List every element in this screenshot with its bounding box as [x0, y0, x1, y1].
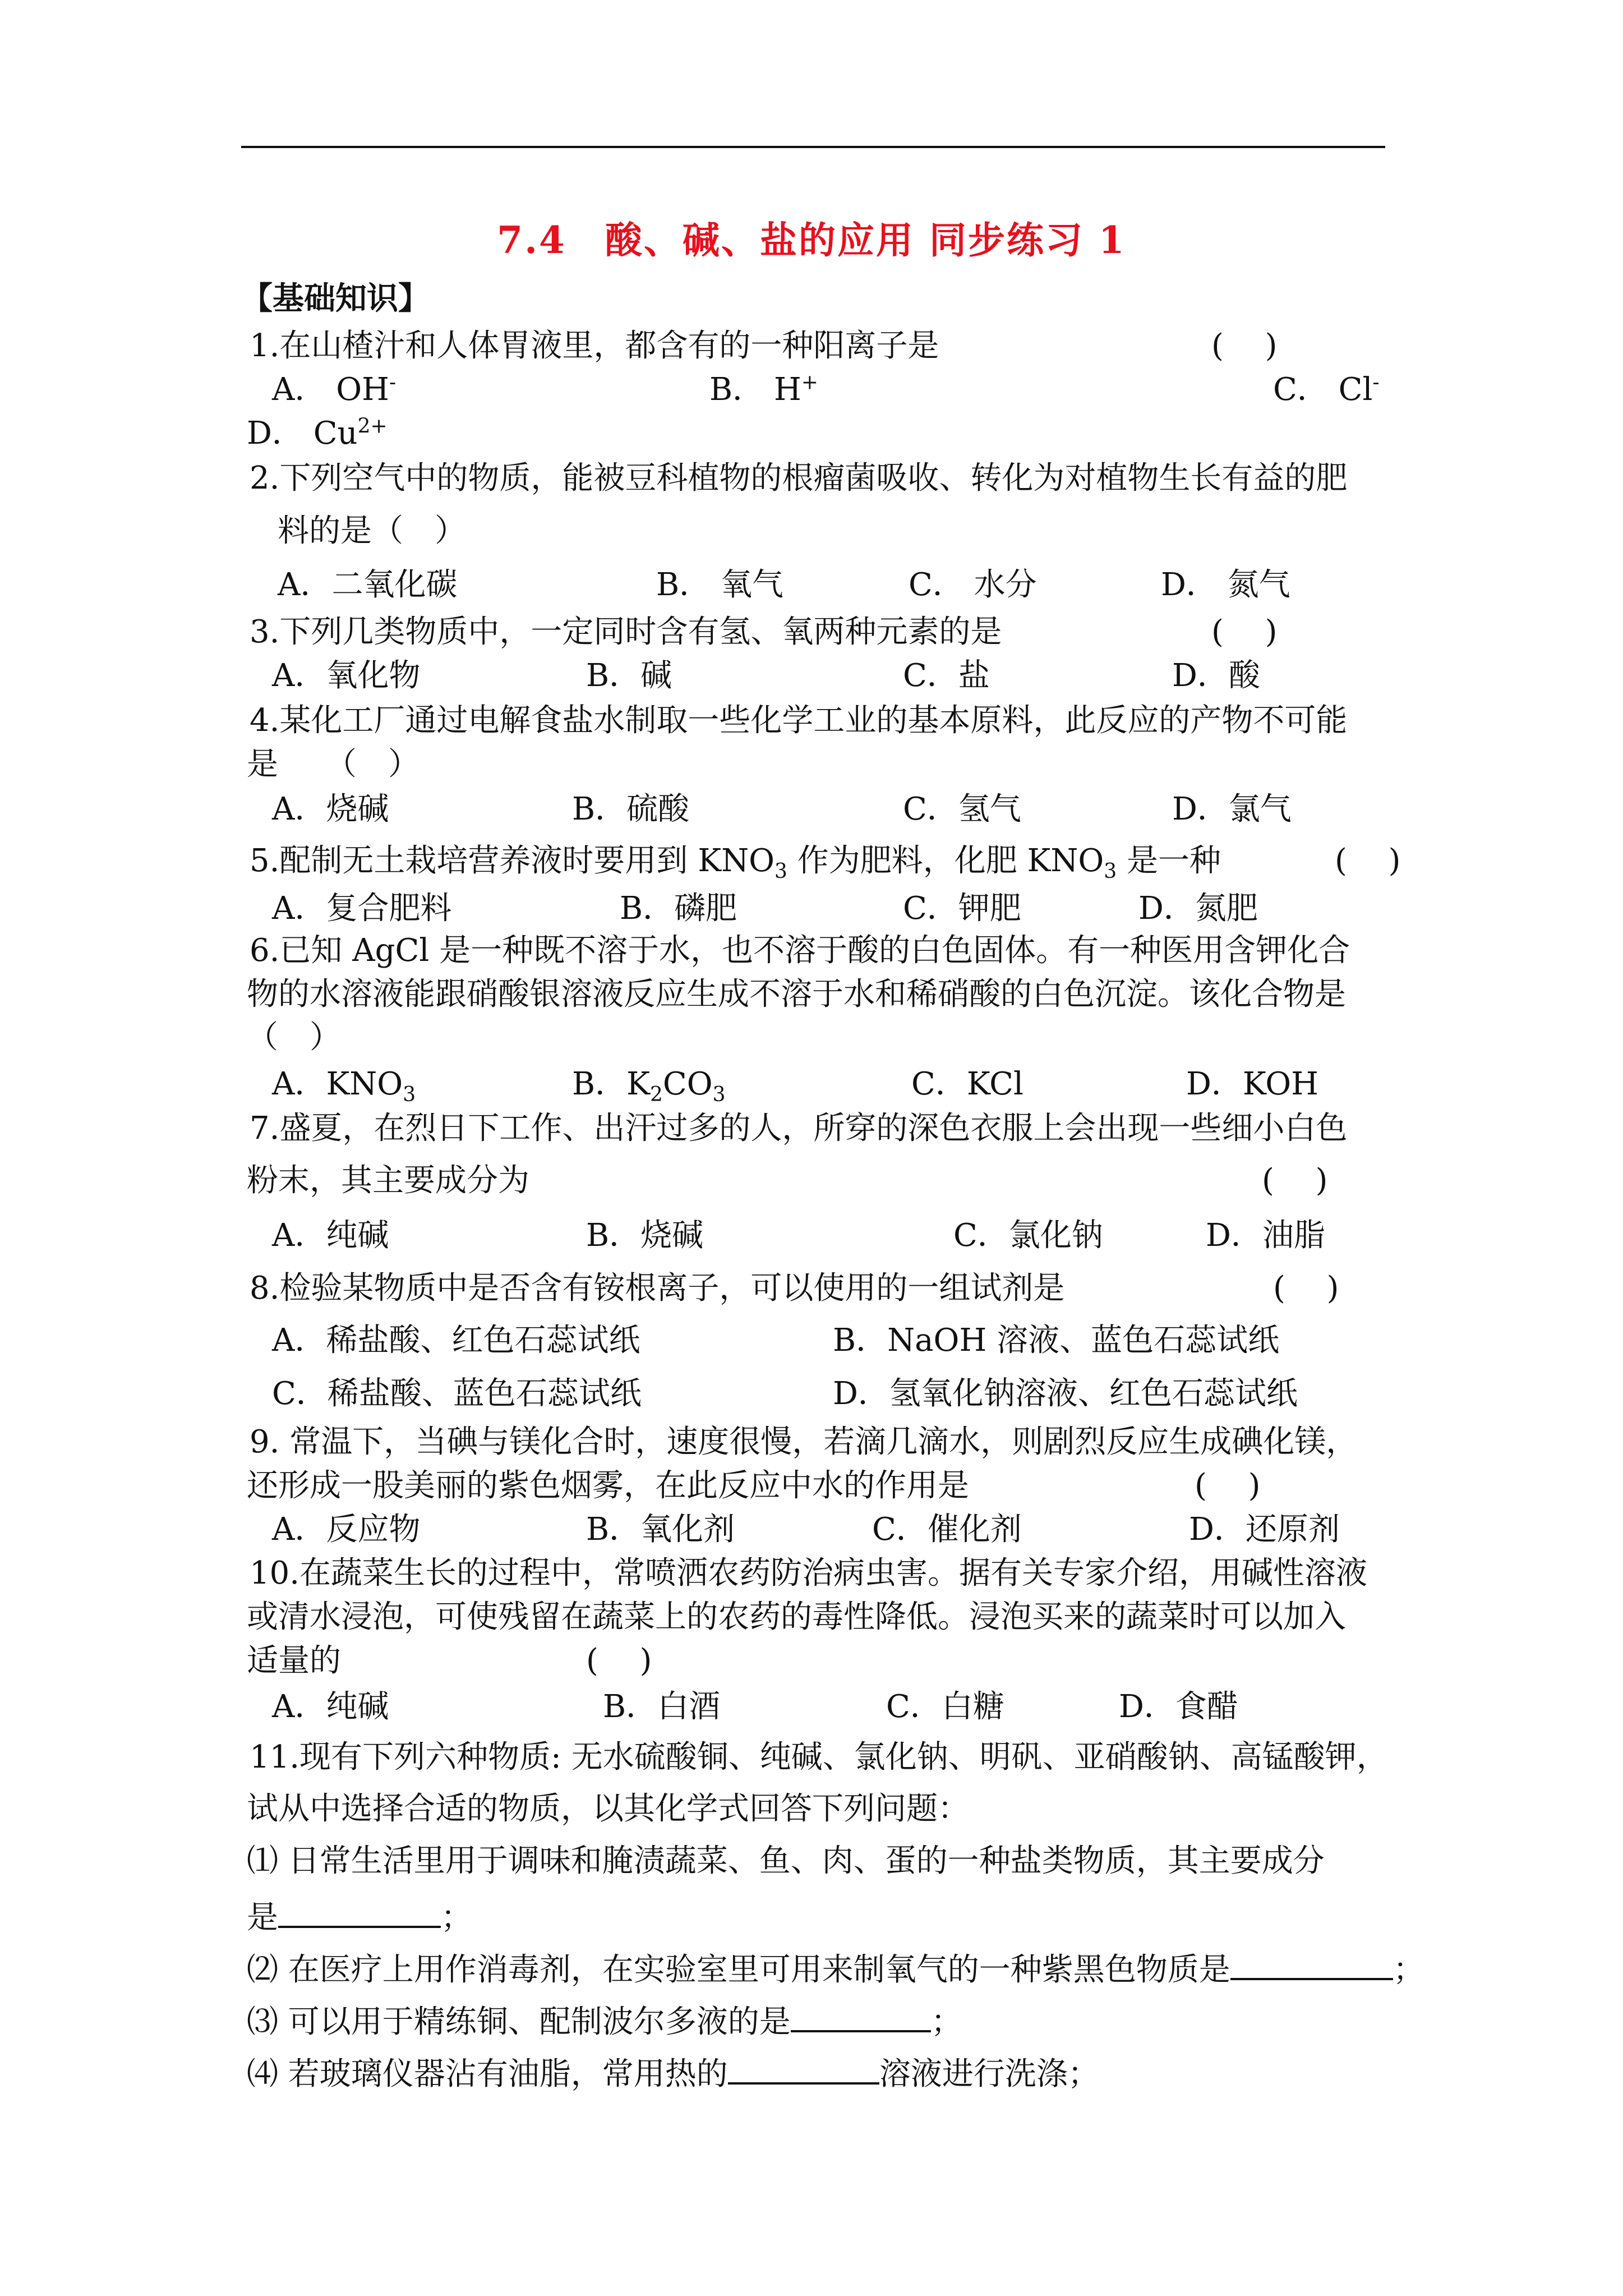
q8-option-d: D．氢氧化钠溶液、红色石蕊试纸 [833, 1375, 1298, 1412]
q10-option-a: A．纯碱 [272, 1688, 389, 1725]
q3-answer-paren: ( ) [1211, 614, 1278, 650]
q6-stem-line2: 物的水溶液能跟硝酸银溶液反应生成不溶于水和稀硝酸的白色沉淀。该化合物是 [247, 976, 1346, 1013]
q1-option-d: D． $Cu^{2+}$ [247, 415, 388, 452]
q5-answer-paren: ( ) [1335, 843, 1401, 879]
q5-option-c: C．钾肥 [903, 890, 1021, 927]
q1-option-b: B． H+ [709, 371, 818, 408]
q4-option-a: A．烧碱 [272, 791, 389, 827]
q3-option-d: D．酸 [1172, 657, 1260, 694]
q1-option-c: C． Cl- [1273, 371, 1380, 408]
q9-stem-line1: 9. 常温下，当碘与镁化合时，速度很慢，若滴几滴水，则剧烈反应生成碘化镁， [250, 1424, 1358, 1460]
q7-option-c: C．氯化钠 [953, 1217, 1103, 1254]
q8-stem: 8.检验某物质中是否含有铵根离子，可以使用的一组试剂是 [250, 1270, 1065, 1306]
q4-stem-line2: 是 （ ） [247, 746, 419, 783]
q5-option-b: B．磷肥 [620, 890, 737, 927]
q11-part3: ⑶ 可以用于精练铜、配制波尔多液的是 ； [247, 1999, 962, 2042]
q10-stem-line3: 适量的 [247, 1642, 341, 1679]
q9-option-a: A．反应物 [272, 1511, 421, 1548]
q11-part1-line2: 是 ； [247, 1894, 472, 1938]
q6-option-a: A．$KNO_3$ [272, 1066, 416, 1107]
q1-answer-paren: ( ) [1211, 328, 1278, 364]
q11-part3-blank[interactable] [791, 1999, 931, 2032]
q3-stem: 3.下列几类物质中，一定同时含有氢、氧两种元素的是 [250, 614, 1002, 650]
q6-option-d: D．KOH [1186, 1066, 1318, 1102]
q2-stem-line2: 料的是（ ） [278, 513, 466, 549]
q4-option-c: C．氢气 [903, 791, 1021, 827]
q8-option-a: A．稀盐酸、红色石蕊试纸 [272, 1322, 640, 1359]
q2-option-c: C． 水分 [909, 567, 1037, 603]
q8-option-c: C．稀盐酸、蓝色石蕊试纸 [272, 1375, 642, 1412]
q9-option-b: B．氧化剂 [586, 1511, 735, 1548]
q10-answer-paren: ( ) [586, 1642, 652, 1679]
q6-option-b: B．$K_2CO_3$ [572, 1066, 726, 1107]
q9-option-c: C．催化剂 [872, 1511, 1022, 1548]
q7-option-d: D．油脂 [1206, 1217, 1325, 1254]
q9-stem-line2: 还形成一股美丽的紫色烟雾，在此反应中水的作用是 [247, 1467, 969, 1504]
page-title: 7.4 酸、碱、盐的应用 同步练习 1 [497, 218, 1126, 262]
q1-option-a: A． OH- [272, 371, 396, 408]
q7-option-b: B．烧碱 [586, 1217, 704, 1254]
q2-stem-line1: 2.下列空气中的物质，能被豆科植物的根瘤菌吸收、转化为对植物生长有益的肥 [250, 460, 1348, 496]
q7-stem-line1: 7.盛夏，在烈日下工作、出汗过多的人，所穿的深色衣服上会出现一些细小白色 [250, 1110, 1348, 1147]
header-rule [241, 146, 1385, 148]
q11-stem-line2: 试从中选择合适的物质，以其化学式回答下列问题： [247, 1791, 969, 1827]
q11-part2-blank[interactable] [1230, 1947, 1393, 1980]
q2-option-a: A．二氧化碳 [278, 567, 458, 603]
q5-option-d: D．氮肥 [1138, 890, 1258, 927]
q10-stem-line1: 10.在蔬菜生长的过程中，常喷洒农药防治病虫害。据有关专家介绍，用碱性溶液 [250, 1555, 1368, 1591]
q10-option-d: D．食醋 [1119, 1688, 1238, 1725]
q11-part1-blank[interactable] [278, 1894, 441, 1928]
q7-stem-line2: 粉末，其主要成分为 [247, 1162, 529, 1199]
q6-stem-line1: 6.已知 AgCl 是一种既不溶于水，也不溶于酸的白色固体。有一种医用含钾化合 [250, 932, 1350, 969]
q2-option-d: D． 氮气 [1161, 567, 1290, 603]
q9-answer-paren: ( ) [1195, 1467, 1261, 1504]
q11-part2: ⑵ 在医疗上用作消毒剂，在实验室里可用来制氧气的一种紫黑色物质是 ； [247, 1947, 1424, 1990]
q8-answer-paren: ( ) [1273, 1270, 1339, 1306]
q11-part4: ⑷ 若玻璃仪器沾有油脂，常用热的 溶液进行洗涤； [247, 2051, 1099, 2094]
q3-option-c: C．盐 [903, 657, 990, 694]
q8-option-b: B．NaOH 溶液、蓝色石蕊试纸 [833, 1322, 1280, 1359]
q11-part1-line1: ⑴ 日常生活里用于调味和腌渍蔬菜、鱼、肉、蛋的一种盐类物质，其主要成分 [247, 1843, 1325, 1879]
q4-stem-line1: 4.某化工厂通过电解食盐水制取一些化学工业的基本原料，此反应的产物不可能 [250, 702, 1348, 739]
q11-stem-line1: 11.现有下列六种物质: 无水硫酸铜、纯碱、氯化钠、明矾、亚硝酸钠、高锰酸钾， [250, 1739, 1388, 1775]
section-heading: 【基础知识】 [241, 280, 430, 317]
q4-option-b: B．硫酸 [572, 791, 690, 827]
q4-option-d: D．氯气 [1172, 791, 1292, 827]
q7-answer-paren: ( ) [1262, 1162, 1328, 1199]
q1-stem: 1.在山楂汁和人体胃液里，都含有的一种阳离子是 [250, 328, 939, 364]
q5-stem: 5.配制无土栽培营养液时要用到 $KNO_3$ 作为肥料，化肥 $KNO_3$ 是一种 [250, 843, 1221, 884]
q6-stem-line3: （ ） [247, 1019, 341, 1056]
q11-part4-blank[interactable] [728, 2051, 879, 2085]
q7-option-a: A．纯碱 [272, 1217, 389, 1254]
q6-option-c: C．KCl [911, 1066, 1023, 1102]
q10-option-c: C．白糖 [886, 1688, 1004, 1725]
q9-option-d: D．还原剂 [1189, 1511, 1340, 1548]
q3-option-a: A．氧化物 [272, 657, 421, 694]
q2-option-b: B． 氧气 [656, 567, 783, 603]
q5-option-a: A．复合肥料 [272, 890, 452, 927]
q3-option-b: B．碱 [586, 657, 672, 694]
q10-option-b: B．白酒 [603, 1688, 721, 1725]
q10-stem-line2: 或清水浸泡，可使残留在蔬菜上的农药的毒性降低。浸泡买来的蔬菜时可以加入 [247, 1599, 1346, 1635]
